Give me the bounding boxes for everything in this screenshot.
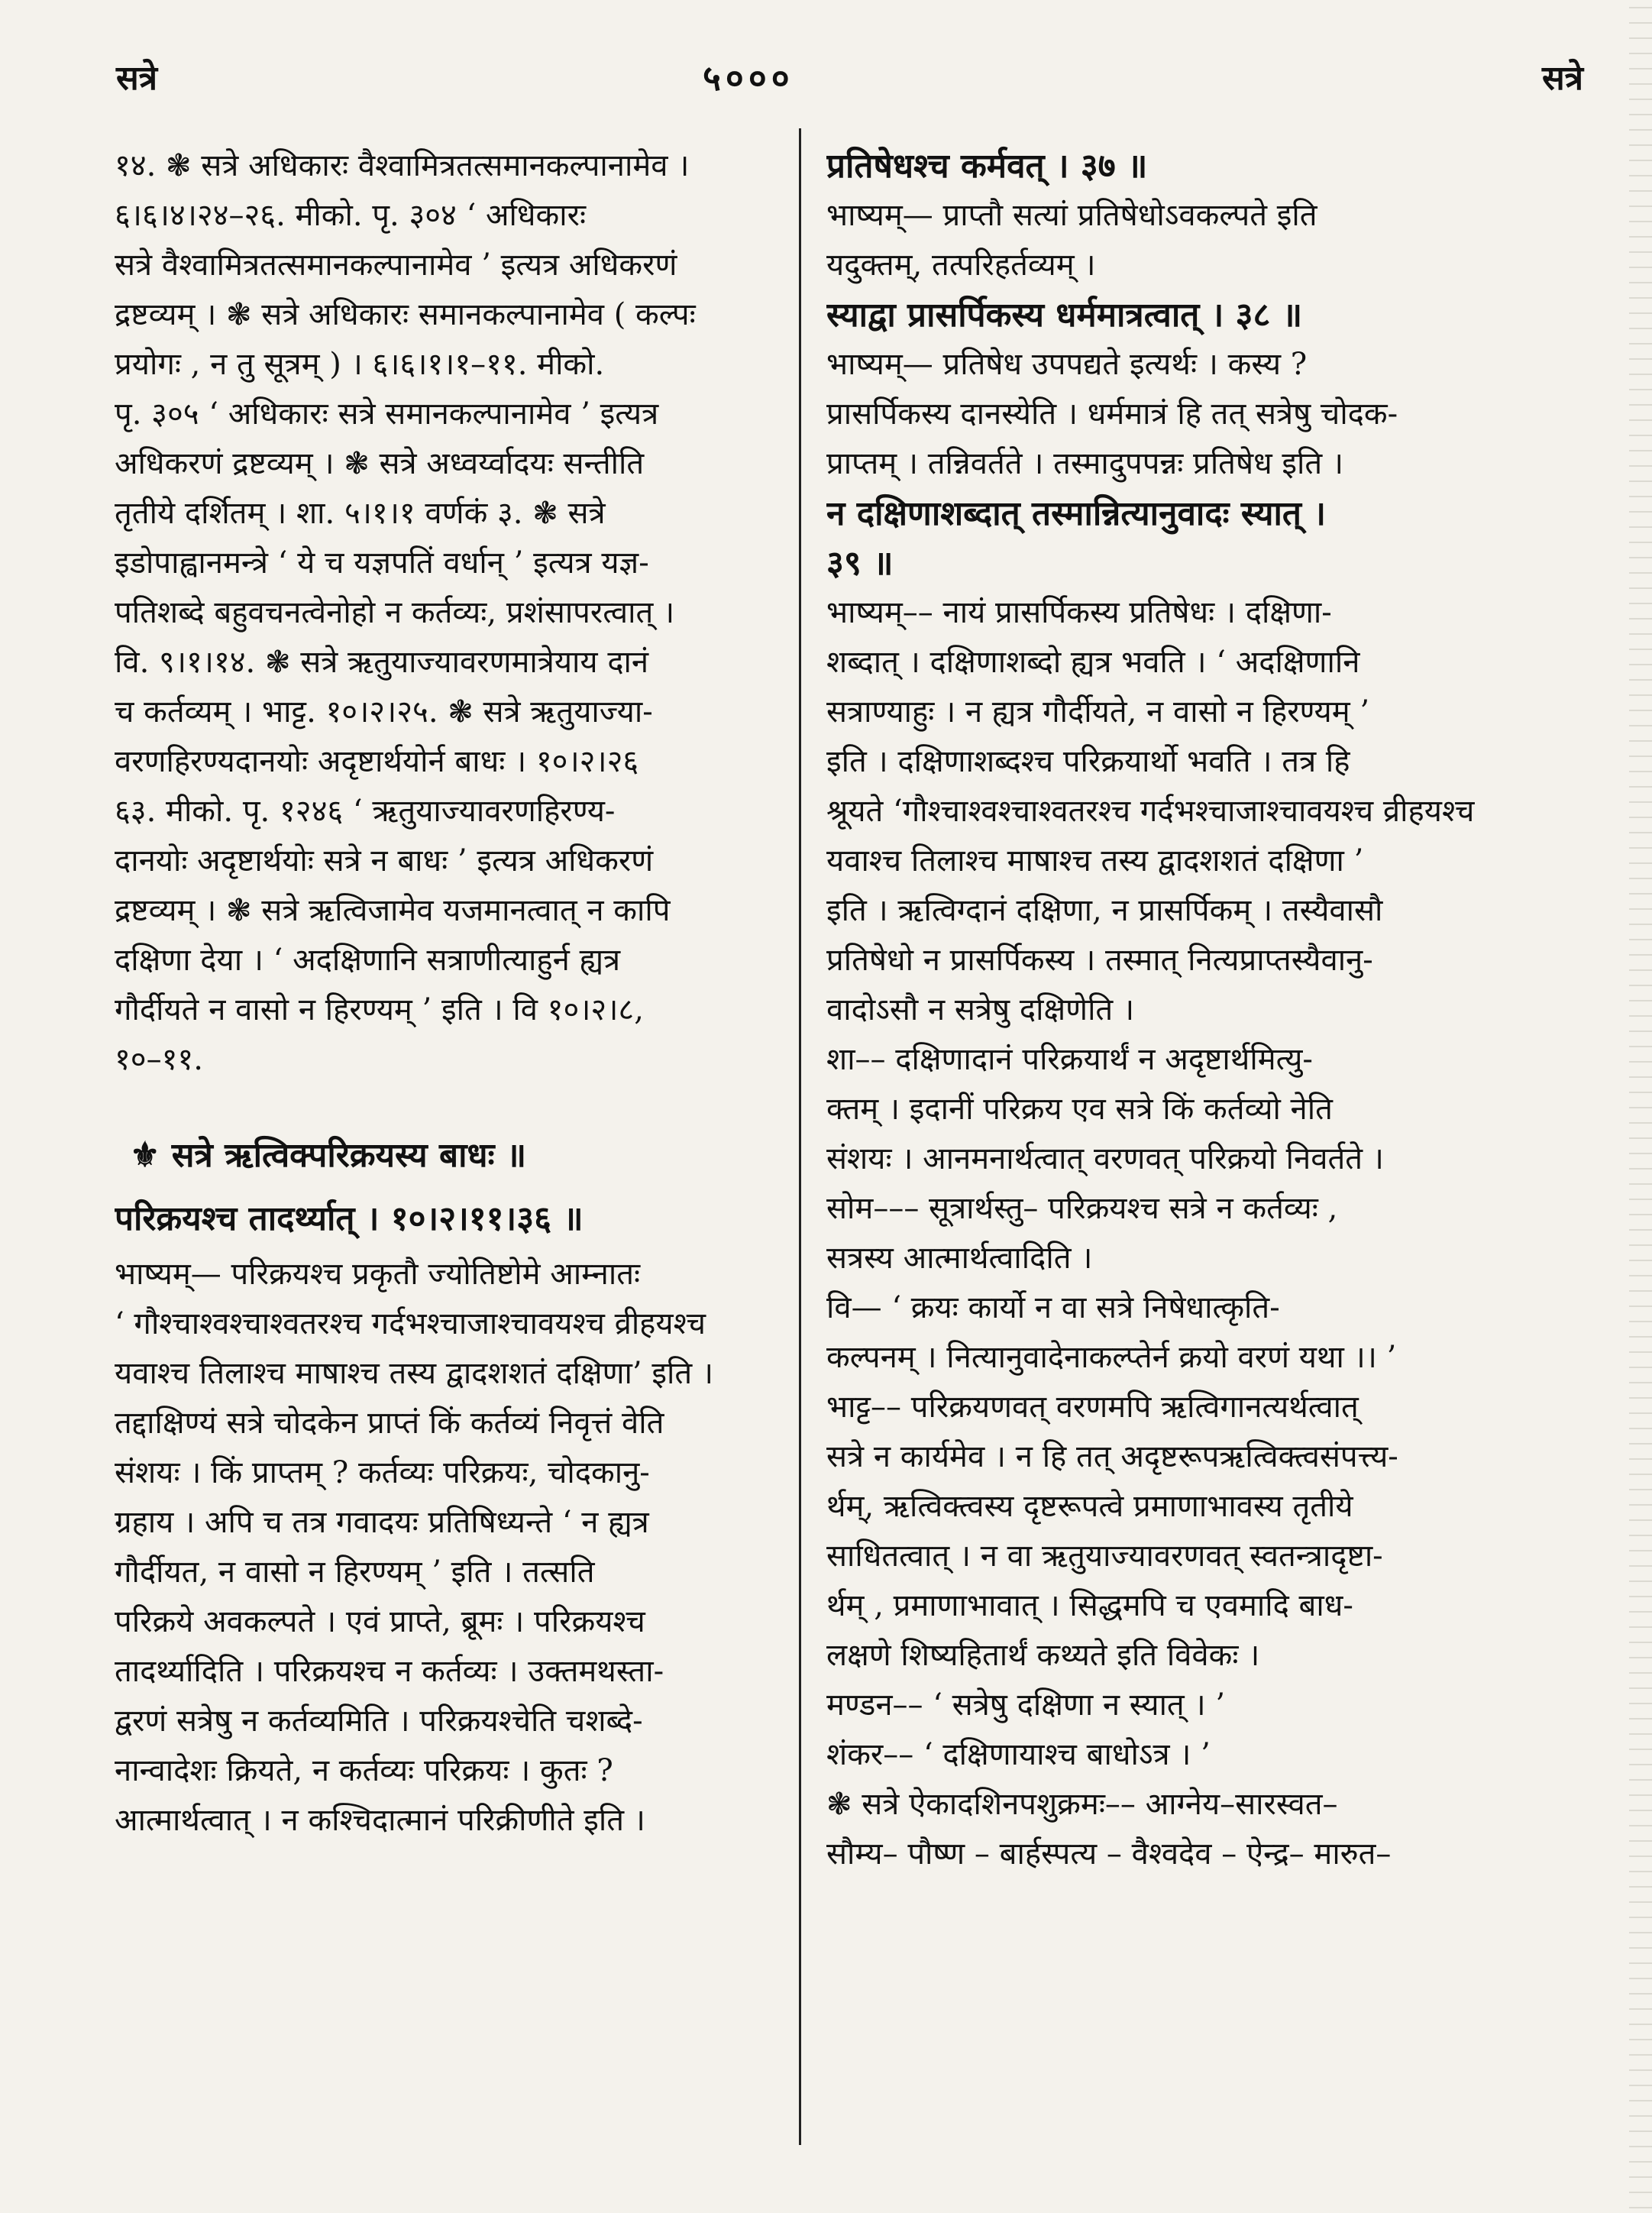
text-line: वरणहिरण्यदानयोः अदृष्टार्थयोर्न बाधः । १०।२।२६ — [115, 744, 639, 779]
text-line: न दक्षिणाशब्दात् तस्मान्नित्यानुवादः स्यात् । — [826, 494, 1326, 533]
right-column — [826, 141, 1485, 1879]
text-line: ६।६।४।२४–२६. मीको. पृ. ३०४ ‘ अधिकारः — [115, 198, 587, 233]
text-line: तृतीये दर्शितम् । शा. ५।१।१ वर्णकं ३. ❃ सत्रे — [115, 496, 606, 531]
header-right-word: सत्रे — [1541, 59, 1583, 98]
left-index-block — [115, 141, 773, 1085]
text-line: इति । दक्षिणाशब्दश्च परिक्रयार्थो भवति । तत्र हि — [826, 744, 1350, 779]
text-line: क्तम् । इदानीं परिक्रय एव सत्रे किं कर्तव्यो नेति — [826, 1092, 1333, 1127]
text-line: वि— ‘ क्रयः कार्यो न वा सत्रे निषेधात्कृति- — [826, 1290, 1280, 1325]
text-line: यदुक्तम्, तत्परिहर्तव्यम् । — [826, 248, 1096, 283]
text-line: शा–– दक्षिणादानं परिक्रयार्थं न अदृष्टार्थमित्यु- — [826, 1042, 1313, 1077]
text-line: प्राप्तम् । तन्निवर्तते । तस्मादुपपन्नः प्रतिषेध इति । — [826, 446, 1344, 481]
text-line: संशयः । आनमनार्थत्वात् वरणवत् परिक्रयो निवर्तते । — [826, 1141, 1384, 1176]
text-line: अधिकरणं द्रष्टव्यम् । ❃ सत्रे अध्वर्य्वादयः सन्तीति — [115, 446, 645, 481]
text-line: ग्रहाय । अपि च तत्र गवादयः प्रतिषिध्यन्ते ‘ न ह्यत्र — [115, 1505, 649, 1540]
text-line: र्थम्, ऋत्विक्त्वस्य दृष्टरूपत्वे प्रमाणाभावस्य तृतीये — [826, 1489, 1353, 1524]
text-line: ❃ सत्रे ऐकादशिनपशुक्रमः–– आग्नेय–सारस्वत– — [826, 1787, 1338, 1822]
text-line: सत्रे न कार्यमेव । न हि तत् अदृष्टरूपऋत्विक्त्वसंपत्त्य- — [826, 1439, 1398, 1474]
text-line: आत्मार्थत्वात् । न कश्चिदात्मानं परिक्रीणीते इति । — [115, 1803, 645, 1838]
text-line: परिक्रये अवकल्पते । एवं प्राप्ते, ब्रूमः । परिक्रयश्च — [115, 1604, 645, 1639]
text-line: प्रतिषेधो न प्रासर्पिकस्य । तस्मात् नित्यप्राप्तस्यैवानु- — [826, 943, 1373, 978]
text-line: १४. ❃ सत्रे अधिकारः वैश्वामित्रतत्समानकल्पानामेव । — [115, 148, 690, 183]
left-bhashya-block — [115, 1250, 773, 1846]
text-line: वादोऽसौ न सत्रेषु दक्षिणेति । — [826, 992, 1135, 1027]
text-line: इति । ऋत्विग्दानं दक्षिणा, न प्रासर्पिकम् । तस्यैवासौ — [826, 893, 1383, 928]
text-line: यवाश्च तिलाश्च माषाश्च तस्य द्वादशशतं दक्षिणा’ इति । — [115, 1356, 713, 1391]
text-line: भाष्यम्–– नायं प्रासर्पिकस्य प्रतिषेधः । दक्षिणा- — [826, 595, 1332, 630]
text-line: गौर्दीयत, न वासो न हिरण्यम् ’ इति । तत्सति — [115, 1555, 595, 1590]
text-line: च कर्तव्यम् । भाट्ट. १०।२।२५. ❃ सत्रे ऋतुयाज्या- — [115, 694, 653, 730]
text-line: सोम––– सूत्रार्थस्तु– परिक्रयश्च सत्रे न कर्तव्यः , — [826, 1191, 1338, 1226]
text-line: स्याद्वा प्रासर्पिकस्य धर्ममात्रत्वात् । ३८ ॥ — [826, 296, 1303, 335]
text-line: कल्पनम् । नित्यानुवादेनाकल्प्तेर्न क्रयो वरणं यथा ।। ’ — [826, 1340, 1397, 1375]
text-line: सत्रे वैश्वामित्रतत्समानकल्पानामेव ’ इत्यत्र अधिकरणं — [115, 248, 677, 283]
text-line: इडोपाह्वानमन्त्रे ‘ ये च यज्ञपतिं वर्धान् ’ इत्यत्र यज्ञ- — [115, 545, 649, 581]
text-line: दानयोः अदृष्टार्थयोः सत्रे न बाधः ’ इत्यत्र अधिकरणं — [115, 843, 654, 878]
text-line: दक्षिणा देया । ‘ अदक्षिणानि सत्राणीत्याहुर्न ह्यत्र — [115, 943, 621, 978]
text-line: ६३. मीको. पृ. १२४६ ‘ ऋतुयाज्यावरणहिरण्य- — [115, 794, 616, 829]
text-line: शब्दात् । दक्षिणाशब्दो ह्यत्र भवति । ‘ अदक्षिणानि — [826, 645, 1360, 680]
text-line: वि. ९।१।१४. ❃ सत्रे ऋतुयाज्यावरणमात्रेयाय दानं — [115, 645, 649, 680]
text-line: प्रयोगः , न तु सूत्रम् ) । ६।६।१।१–११. मीको. — [115, 347, 605, 382]
left-sutra: परिक्रयश्च तादर्थ्यात् । १०।२।११।३६ ॥ — [115, 1199, 584, 1238]
text-line: १०–११. — [115, 1042, 203, 1077]
text-line: ३९ ॥ — [826, 544, 894, 583]
column-divider — [799, 128, 801, 2145]
text-line: श्रूयते ‘गौश्चाश्वश्चाश्वतरश्च गर्दभश्चाजाश्चावयश्च व्रीहयश्च — [826, 794, 1475, 829]
text-line: लक्षणे शिष्यहितार्थं कथ्यते इति विवेकः । — [826, 1638, 1260, 1673]
scan-edge — [1629, 0, 1652, 2213]
text-line: द्रष्टव्यम् । ❃ सत्रे ऋत्विजामेव यजमानत्वात् न कापि — [115, 893, 671, 928]
text-line: साधितत्वात् । न वा ऋतुयाज्यावरणवत् स्वतन्त्रादृष्टा- — [826, 1538, 1383, 1574]
text-line: सत्रस्य आत्मार्थत्वादिति । — [826, 1241, 1093, 1276]
left-column — [115, 141, 773, 1846]
text-line: भाट्ट–– परिक्रयणवत् वरणमपि ऋत्विगानत्यर्थत्वात् — [826, 1390, 1359, 1425]
text-line: तादर्थ्यादिति । परिक्रयश्च न कर्तव्यः । उक्तमथस्ता- — [115, 1654, 664, 1689]
left-section-heading: ⚜ सत्रे ऋत्विक्परिक्रयस्य बाधः ॥ — [130, 1136, 527, 1175]
text-line: नान्वादेशः क्रियते, न कर्तव्यः परिक्रयः । कुतः ? — [115, 1753, 613, 1788]
text-line: ‘ गौश्चाश्वश्चाश्वतरश्च गर्दभश्चाजाश्चावयश्च व्रीहयश्च — [115, 1306, 706, 1341]
header-left-word: सत्रे — [116, 59, 158, 98]
text-line: पृ. ३०५ ‘ अधिकारः सत्रे समानकल्पानामेव ’ इत्यत्र — [115, 396, 659, 432]
text-line: द्वरणं सत्रेषु न कर्तव्यमिति । परिक्रयश्चेति चशब्दे- — [115, 1703, 643, 1739]
text-line: गौर्दीयते न वासो न हिरण्यम् ’ इति । वि १०।२।८, — [115, 992, 644, 1027]
text-line: पतिशब्दे बहुवचनत्वेनोहो न कर्तव्यः, प्रशंसापरत्वात् । — [115, 595, 675, 630]
text-line: भाष्यम्— प्रतिषेध उपपद्यते इत्यर्थः । कस्य ? — [826, 347, 1308, 382]
text-line: द्रष्टव्यम् । ❃ सत्रे अधिकारः समानकल्पानामेव ( कल्पः — [115, 297, 696, 332]
text-line: भाष्यम्— प्राप्तौ सत्यां प्रतिषेधोऽवकल्पते इति — [826, 198, 1317, 233]
text-line: भाष्यम्— परिक्रयश्च प्रकृतौ ज्योतिष्टोमे आम्नातः — [115, 1257, 641, 1292]
text-line: प्रासर्पिकस्य दानस्येति । धर्ममात्रं हि तत् सत्रेषु चोदक- — [826, 396, 1398, 432]
text-line: सौम्य– पौष्ण – बार्हस्पत्य – वैश्वदेव – ऐन्द्र– मारुत– — [826, 1836, 1392, 1872]
text-line: यवाश्च तिलाश्च माषाश्च तस्य द्वादशशतं दक्षिणा ’ — [826, 843, 1364, 878]
text-line: तद्दाक्षिण्यं सत्रे चोदकेन प्राप्तं किं कर्तव्यं निवृत्तं वेति — [115, 1406, 664, 1441]
text-line: प्रतिषेधश्च कर्मवत् । ३७ ॥ — [826, 147, 1148, 186]
text-line: मण्डन–– ‘ सत्रेषु दक्षिणा न स्यात् । ’ — [826, 1687, 1226, 1723]
right-text-block — [826, 141, 1485, 1879]
text-line: सत्राण्याहुः । न ह्यत्र गौर्दीयते, न वासो न हिरण्यम् ’ — [826, 694, 1370, 730]
page-number: ५००० — [703, 57, 794, 99]
text-line: शंकर–– ‘ दक्षिणायाश्च बाधोऽत्र । ’ — [826, 1737, 1211, 1772]
text-line: संशयः । किं प्राप्तम् ? कर्तव्यः परिक्रयः, चोदकानु- — [115, 1455, 650, 1490]
text-line: र्थम् , प्रमाणाभावात् । सिद्धमपि च एवमादि बाध- — [826, 1588, 1353, 1623]
